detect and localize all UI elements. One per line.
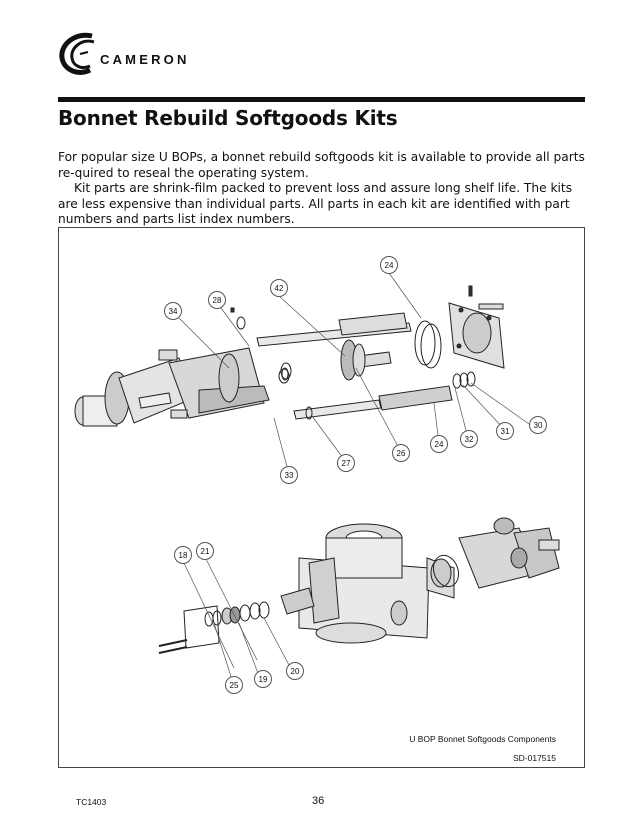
bop-body-part (299, 524, 454, 643)
intro-paragraph-1: For popular size U BOPs, a bonnet rebuild softgoods kit is available to provide all parts re-quired to reseal the operating system. (58, 150, 585, 180)
exploded-view-figure (58, 227, 585, 768)
callout-31: 31 (496, 422, 514, 440)
callout-26: 26 (392, 444, 410, 462)
right-bonnet-flange (449, 303, 504, 368)
callout-24-bottom: 24 (430, 435, 448, 453)
callout-19: 19 (254, 670, 272, 688)
operating-shafts (257, 313, 452, 419)
figure-caption: U BOP Bonnet Softgoods Components (409, 734, 556, 744)
page-number: 36 (312, 795, 325, 807)
footer-doc-code: TC1403 (76, 797, 107, 807)
callout-42: 42 (270, 279, 288, 297)
callout-27: 27 (337, 454, 355, 472)
callout-18: 18 (174, 546, 192, 564)
callout-25: 25 (225, 676, 243, 694)
brand-name: CAMERON (100, 52, 190, 67)
callout-24-top: 24 (380, 256, 398, 274)
intro-text (58, 150, 585, 228)
callout-20: 20 (286, 662, 304, 680)
header-rule (58, 97, 585, 102)
callout-28: 28 (208, 291, 226, 309)
intro-paragraph-2: Kit parts are shrink-film packed to prevent loss and assure long shelf life. The kits are less expensive than individual parts. All parts in each kit are identified with part numbers and parts list index numbers. (58, 181, 573, 226)
callout-30: 30 (529, 416, 547, 434)
callout-21: 21 (196, 542, 214, 560)
section-title: Bonnet Rebuild Softgoods Kits (58, 106, 398, 130)
callout-34: 34 (164, 302, 182, 320)
right-operator-assembly (459, 518, 559, 588)
bop-exploded-drawing (59, 228, 586, 769)
callout-33: 33 (280, 466, 298, 484)
drawing-number: SD-017515 (512, 753, 556, 763)
cameron-c-logo-icon (58, 30, 100, 78)
callout-32: 32 (460, 430, 478, 448)
